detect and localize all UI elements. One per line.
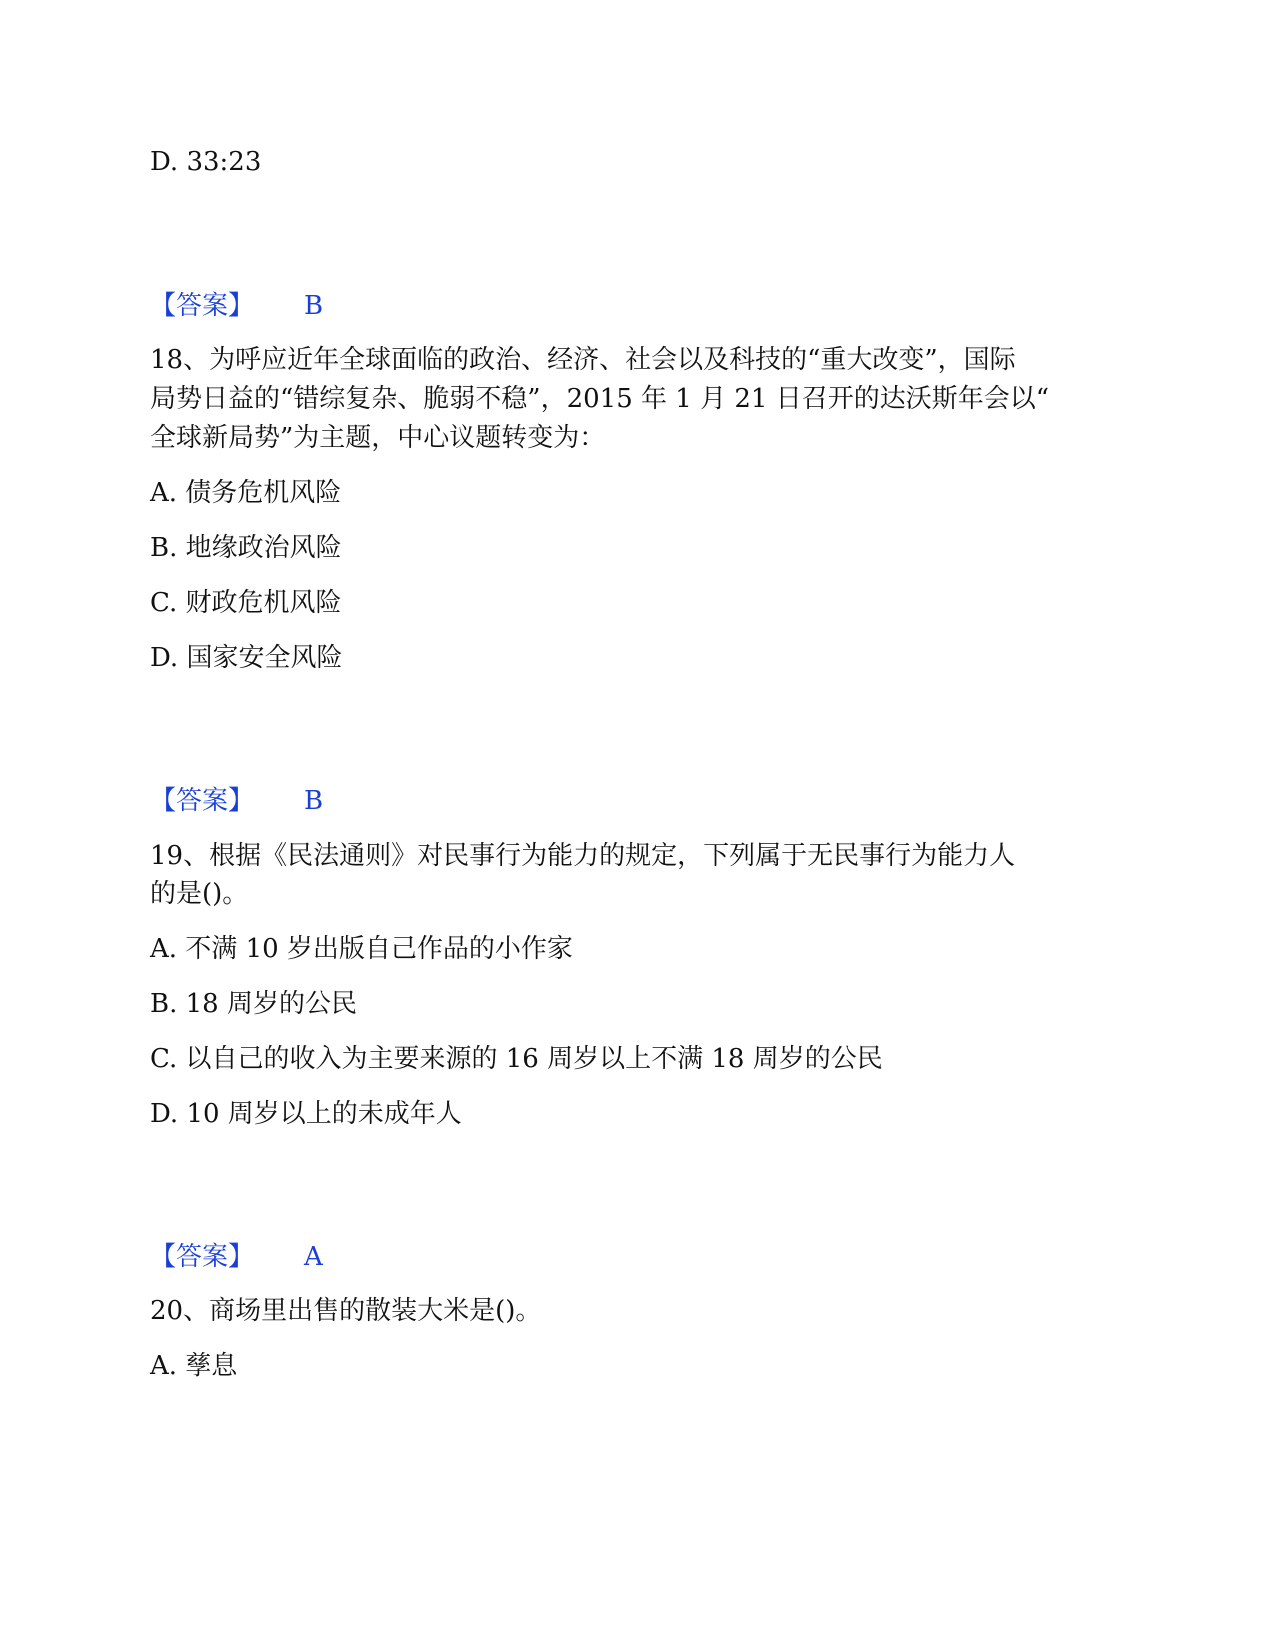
answer-label: 【答案】 xyxy=(150,291,255,321)
answer-label: 【答案】 xyxy=(150,1242,255,1272)
q20-option-a: A. 孳息 xyxy=(150,1351,238,1381)
q18-stem-line-2: 局势日益的“错综复杂、脆弱不稳”，2015 年 1 月 21 日召开的达沃斯年会以“ xyxy=(150,384,1049,414)
q17-answer-row xyxy=(150,286,323,326)
q19-option-d: D. 10 周岁以上的未成年人 xyxy=(150,1099,462,1129)
q19-option-c: C. 以自己的收入为主要来源的 16 周岁以上不满 18 周岁的公民 xyxy=(150,1044,883,1074)
q19-stem-line-1: 19、根据《民法通则》对民事行为能力的规定，下列属于无民事行为能力人 xyxy=(150,841,1016,871)
q18-option-c: C. 财政危机风险 xyxy=(150,588,342,618)
q18-option-d: D. 国家安全风险 xyxy=(150,643,343,673)
answer-value: B xyxy=(304,786,324,816)
answer-label: 【答案】 xyxy=(150,786,255,816)
q18-stem-line-3: 全球新局势”为主题，中心议题转变为： xyxy=(150,423,606,453)
q18-option-b: B. 地缘政治风险 xyxy=(150,533,342,563)
q19-answer-row xyxy=(150,1237,323,1277)
answer-value: A xyxy=(304,1242,323,1272)
q19-option-a: A. 不满 10 岁出版自己作品的小作家 xyxy=(150,934,573,964)
q19-stem-line-2: 的是()。 xyxy=(150,879,249,909)
q17-option-d: D. 33:23 xyxy=(150,147,262,177)
answer-value: B xyxy=(304,291,324,321)
q18-stem-line-1: 18、为呼应近年全球面临的政治、经济、社会以及科技的“重大改变”，国际 xyxy=(150,345,1016,375)
q18-answer-row xyxy=(150,781,323,821)
q19-option-b: B. 18 周岁的公民 xyxy=(150,989,357,1019)
q20-stem-line-1: 20、商场里出售的散装大米是()。 xyxy=(150,1296,542,1326)
q18-option-a: A. 债务危机风险 xyxy=(150,478,342,508)
